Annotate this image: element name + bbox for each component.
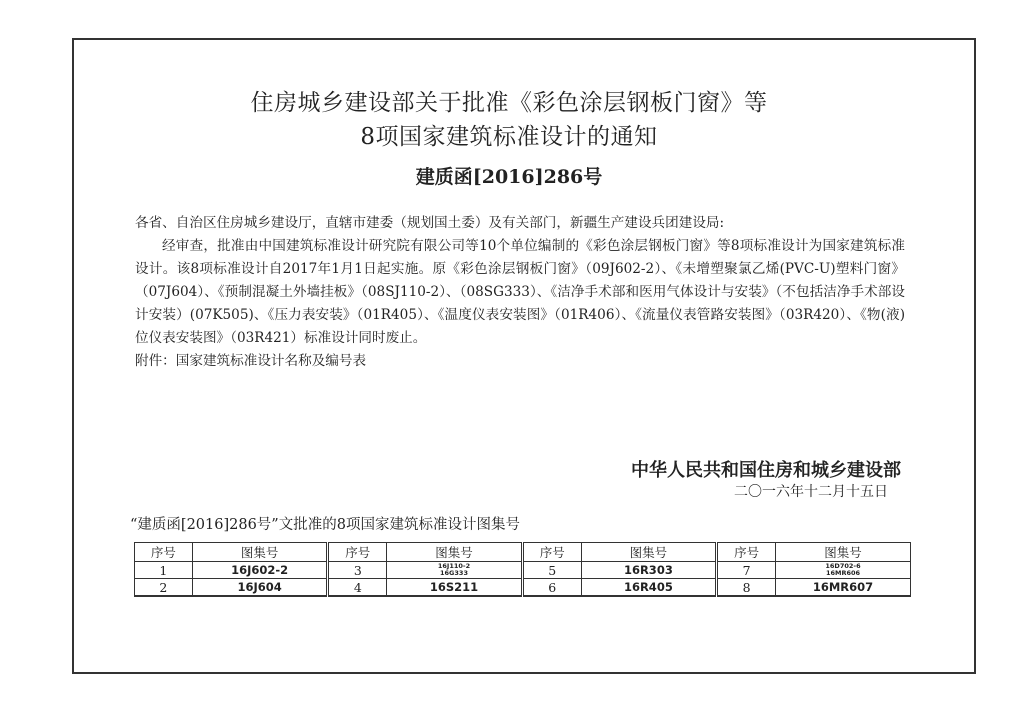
issue-date: 二〇一六年十二月十五日 [734,484,888,500]
cell-code: 16J604 [192,579,328,597]
cell-code: 16J602-2 [192,562,328,579]
cell-no: 2 [135,579,193,597]
cell-code: 16MR607 [775,579,910,597]
cell-no: 8 [717,579,776,597]
attachment-line: 附件：国家建筑标准设计名称及编号表 [135,353,367,369]
notice-body [135,212,905,373]
cell-code: 16R405 [581,579,717,597]
notice-title-line2: 8项国家建筑标准设计的通知 [360,124,658,150]
header-no: 序号 [328,543,387,562]
header-no: 序号 [522,543,581,562]
issuer: 中华人民共和国住房和城乡建设部 [631,460,901,481]
table-header-row [135,543,911,562]
header-no: 序号 [717,543,776,562]
salutation: 各省、自治区住房城乡建设厅，直辖市建委（规划国土委）及有关部门，新疆生产建设兵团建设局: [135,215,725,231]
table-row [135,579,911,597]
notice-title-line1: 住房城乡建设部关于批准《彩色涂层钢板门窗》等 [250,90,768,116]
header-no: 序号 [135,543,193,562]
cell-no: 6 [522,579,581,597]
cell-no: 3 [328,562,387,579]
cell-code: 16J110-2 16G333 [387,562,523,579]
cell-code: 16R303 [581,562,717,579]
cell-code: 16D702-6 16MR606 [775,562,910,579]
cell-no: 1 [135,562,193,579]
header-code: 图集号 [775,543,910,562]
table-row [135,562,911,579]
cell-code: 16S211 [387,579,523,597]
cell-no: 5 [522,562,581,579]
header-code: 图集号 [387,543,523,562]
atlas-number-table [134,542,911,597]
header-code: 图集号 [192,543,328,562]
table-caption: “建质函[2016]286号”文批准的8项国家建筑标准设计图集号 [130,517,520,533]
cell-no: 7 [717,562,776,579]
body-paragraph: 经审查，批准由中国建筑标准设计研究院有限公司等10个单位编制的《彩色涂层钢板门窗》等8项标准设计为国家建筑标准设计。该8项标准设计自2017年1月1日起实施。原《彩色涂层钢板门窗》（09J602-2）、《未增塑聚氯乙烯(PVC-U)塑料门窗》（07J604）、《预制混凝土外墙挂板》（08SJ110-2）、（08SG333）、《洁净手术部和医用气体设计与安装》（不包括洁净手术部设计安装）(07K505)、《压力表安装》（01R405）、《温度仪表安装图》（01R406）、《流量仪表管路安装图》（03R420）、《物(液)位仪表安装图》（03R421）标准设计同时废止。 [135,238,905,346]
cell-no: 4 [328,579,387,597]
document-number: 建质函[2016]286号 [415,166,603,188]
header-code: 图集号 [581,543,717,562]
